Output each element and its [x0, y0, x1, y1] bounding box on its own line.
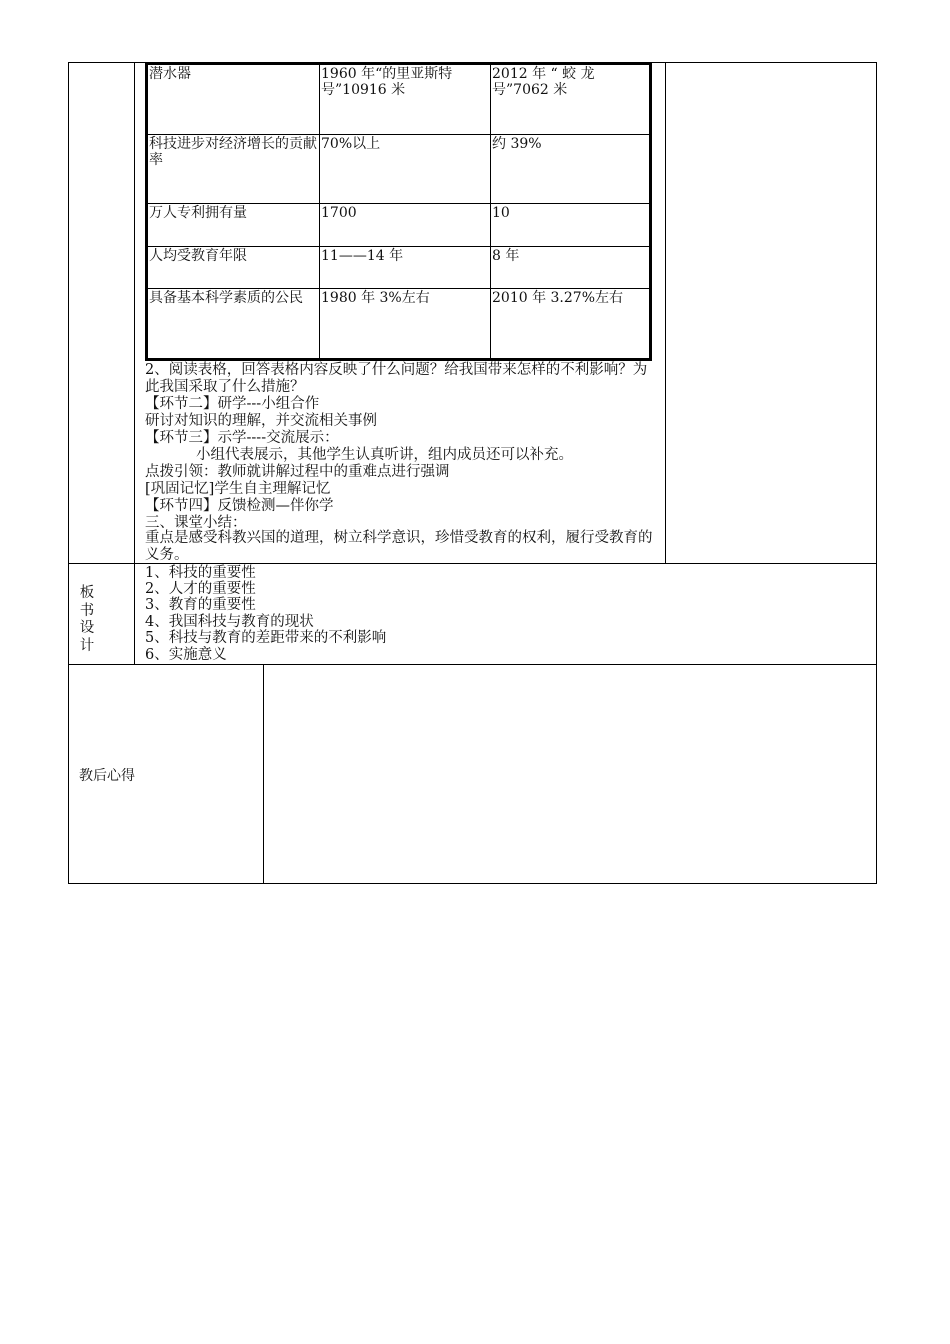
table-row [148, 65, 650, 135]
table-cell: 具备基本科学素质的公民 [148, 289, 320, 359]
table-cell: 2012 年 “ 蛟 龙 号”7062 米 [491, 65, 650, 135]
table-cell: 2010 年 3.27%左右 [491, 289, 650, 359]
table-cell: 70%以上 [320, 135, 491, 204]
table-cell: 1980 年 3%左右 [320, 289, 491, 359]
reflection-label: 教后心得 [79, 768, 135, 784]
table-cell: 1960 年“的里亚斯特号”10916 米 [320, 65, 491, 135]
link-4-heading: 【环节四】反馈检测—伴你学 [145, 498, 334, 514]
summary-text: 重点是感受科教兴国的道理，树立科学意识，珍惜受教育的权利，履行受教育的义务。 [145, 530, 653, 563]
guide-text: 点拨引领：教师就讲解过程中的重难点进行强调 [145, 464, 450, 480]
board-design-label: 板书设计 [79, 585, 95, 654]
right-column-divider [665, 62, 666, 564]
board-item: 2、人才的重要性 [145, 581, 256, 597]
summary-heading: 三、课堂小结： [145, 515, 247, 531]
table-row [148, 204, 650, 247]
table-cell: 万人专利拥有量 [148, 204, 320, 247]
table-cell: 10 [491, 204, 650, 247]
board-item: 6、实施意义 [145, 647, 227, 663]
table-row [148, 247, 650, 289]
board-item: 5、科技与教育的差距带来的不利影响 [145, 630, 387, 646]
table-cell: 潜水器 [148, 65, 320, 135]
table-cell: 11——14 年 [320, 247, 491, 289]
board-item: 4、我国科技与教育的现状 [145, 614, 314, 630]
board-item: 3、教育的重要性 [145, 597, 256, 613]
consolidate-text: [巩固记忆]学生自主理解记忆 [145, 481, 331, 497]
table-cell: 科技进步对经济增长的贡献率 [148, 135, 320, 204]
link-3-heading: 【环节三】示学----交流展示： [145, 430, 339, 446]
row-divider-reflection [68, 664, 877, 665]
link-3-description: 小组代表展示，其他学生认真听讲，组内成员还可以补充。 [196, 447, 573, 463]
table-cell: 1700 [320, 204, 491, 247]
board-item: 1、科技的重要性 [145, 565, 256, 581]
table-cell: 约 39% [491, 135, 650, 204]
link-2-description: 研讨对知识的理解，并交流相关事例 [145, 413, 377, 429]
question-2: 2、阅读表格，回答表格内容反映了什么问题？给我国带来怎样的不利影响？为此我国采取了什么措施？ [145, 362, 648, 395]
table-cell: 人均受教育年限 [148, 247, 320, 289]
left-column-divider [134, 62, 135, 664]
reflection-content [270, 670, 870, 878]
table-cell: 8 年 [491, 247, 650, 289]
reflection-column-divider [263, 664, 264, 884]
table-row [148, 289, 650, 359]
table-row [148, 135, 650, 204]
comparison-table [145, 62, 652, 361]
link-2-heading: 【环节二】研学---小组合作 [145, 396, 320, 412]
